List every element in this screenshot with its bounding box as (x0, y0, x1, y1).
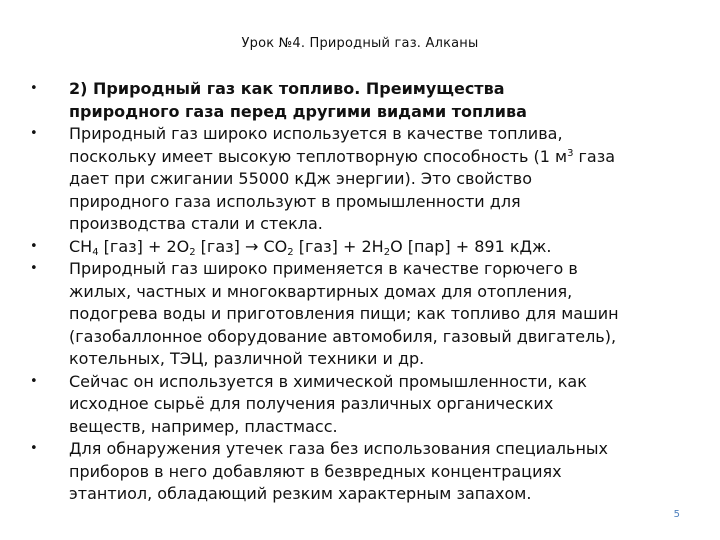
bullet-text (69, 438, 680, 506)
text-line: природного газа используют в промышленности для (69, 191, 521, 211)
bullet-item-heading (30, 78, 680, 123)
text-line: производства стали и стекла. (69, 214, 323, 233)
text-line: Для обнаружения утечек газа без использования специальных (69, 439, 609, 458)
text-line: исходное сырьё для получения различных органических (69, 394, 554, 413)
bullet-text (69, 236, 680, 259)
bullet-item-chemical-industry (30, 371, 680, 439)
text-line: подогрева воды и приготовления пищи; как топливо для машин (69, 304, 619, 323)
slide-title: Урок №4. Природный газ. Алканы (241, 36, 479, 51)
page-number: 5 (673, 509, 680, 520)
bullet-item-household-use (30, 258, 680, 371)
bullet-dot-icon: • (30, 261, 38, 276)
bullet-item-leak-detection (30, 438, 680, 506)
bullet-dot-icon: • (30, 441, 38, 456)
text-line: Природный газ широко используется в качестве топлива, (69, 124, 563, 143)
bullet-text (69, 78, 680, 123)
text-line: Сейчас он используется в химической промышленности, как (69, 371, 587, 391)
text-line: веществ, например, пластмасс. (69, 416, 338, 436)
text-line: дает при сжигании 55000 кДж энергии). Это свойство (69, 169, 533, 188)
text-line: 2) Природный газ как топливо. Преимущества (69, 79, 505, 98)
bullet-dot-icon: • (30, 126, 38, 141)
text-line: этантиол, обладающий резким характерным запахом. (69, 484, 532, 503)
bullet-item-fuel-usage (30, 123, 680, 236)
chemical-equation: $CH_4$ $[газ] + 2O_2$ $[газ] \to CO_2$ $[газ] + 2H_2O$ [пар] + 891 кДж. (69, 236, 552, 258)
text-line: (газобаллонное оборудование автомобиля, газовый двигатель), (69, 326, 617, 346)
text-line: жилых, частных и многоквартирных домах для отопления, (69, 281, 573, 301)
text-line: природного газа перед другими видами топлива (69, 101, 527, 121)
text-line: поскольку имеет высокую теплотворную способность (1 $м^3$ газа (69, 146, 616, 166)
bullet-dot-icon: • (30, 238, 38, 254)
bullet-list (30, 78, 680, 506)
text-line: котельных, ТЭЦ, различной техники и др. (69, 349, 425, 368)
bullet-text (69, 258, 680, 371)
bullet-item-equation (30, 236, 680, 259)
bullet-dot-icon: • (30, 81, 38, 96)
text-line: Природный газ широко применяется в качестве горючего в (69, 259, 578, 278)
bullet-text (69, 371, 680, 439)
bullet-dot-icon: • (30, 373, 38, 389)
text-line: приборов в него добавляют в безвредных концентрациях (69, 461, 562, 481)
bullet-text (69, 123, 680, 236)
